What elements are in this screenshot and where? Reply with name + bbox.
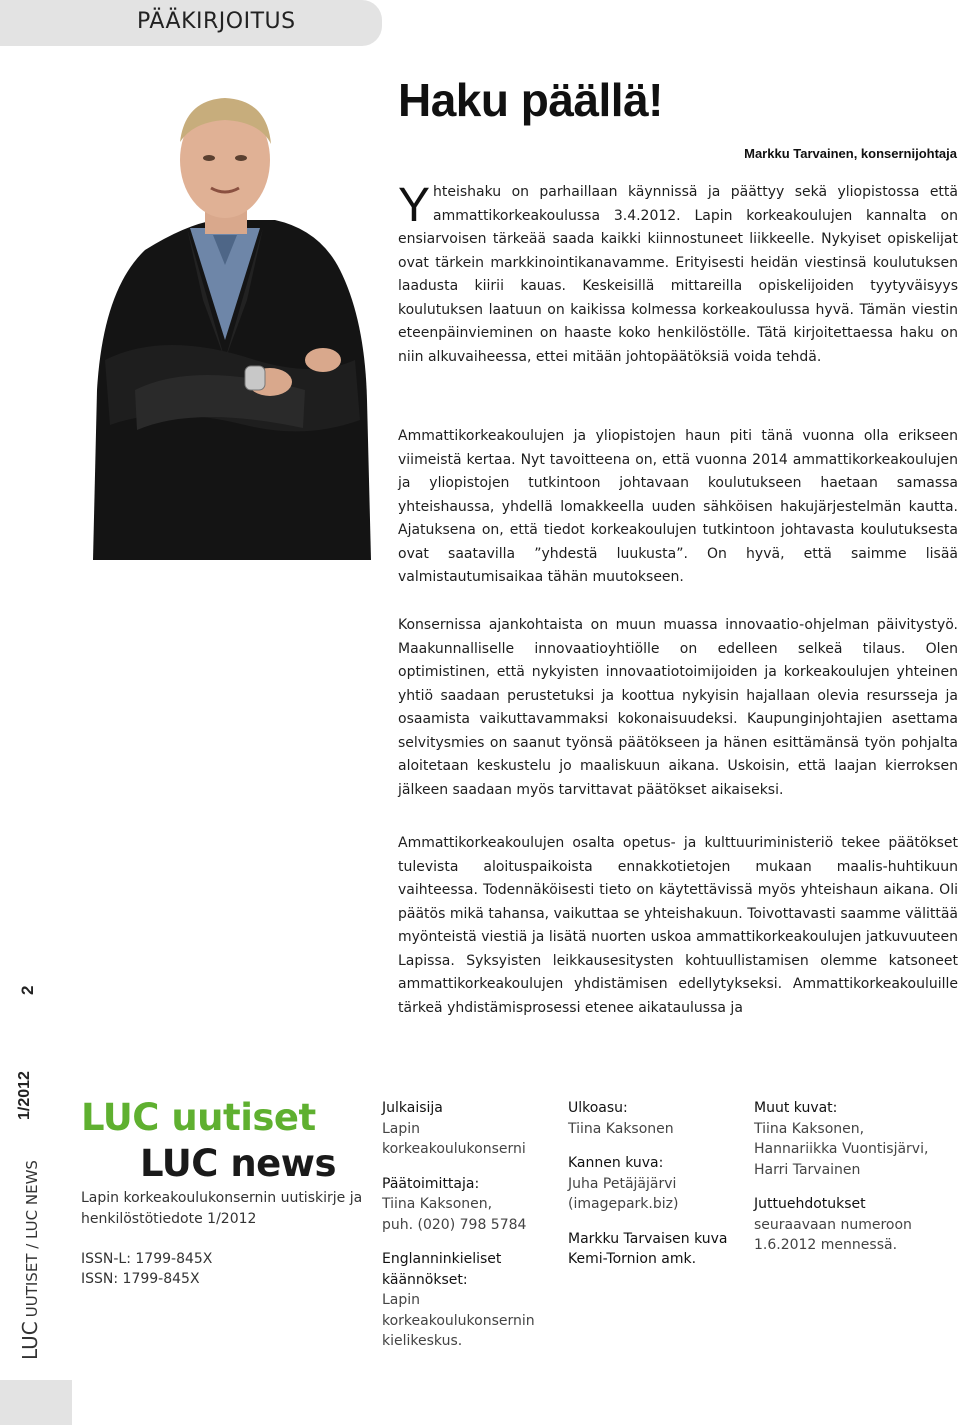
issue-number: 1/2012 [16, 1071, 33, 1120]
editor: Tiina Kaksonen, [382, 1196, 493, 1212]
author-byline: Markku Tarvainen, konsernijohtaja [744, 146, 957, 161]
colophon-column-3 [754, 1098, 934, 1256]
newsletter-subtitle: Lapin korkeakoulukonsernin uutiskirje ja henkilöstötiedote 1/2012 [81, 1190, 363, 1227]
layout-credit: Tiina Kaksonen [568, 1120, 674, 1137]
article-paragraph: Konsernissa ajankohtaista on muun muassa innovaatio-ohjelman päivitystyö. Maakunnalliselle innovaatioyhtiölle on edelleen selkeä tilaus. Olen optimistinen, että nykyisten innovaatiotoimijoiden ja korkeakoulujen yhteinen yhtiö saadaan perustetuksi ja koottua nykyisin hajallaan olevia resursseja ja osaamista vaikuttavammaksi kokonaisuudeksi. Kaupunginjohtajien asettama selvitysmies on saanut työnsä päätökseen ja hänen esittämänsä työn pohjalta aloitetaan keskustelu jo maaliskuun aikana. Uskoisin, että laajan kierroksen jälkeen saadaan myös tarvittavat päätökset aikaiseksi. [398, 617, 958, 798]
page-number: 2 [18, 985, 37, 995]
corner-block [0, 1380, 72, 1425]
issn-block [81, 1249, 212, 1289]
article-paragraph: Ammattikorkeakoulujen osalta opetus- ja kulttuuriministeriö tekee päätökset tulevista aloituspaikoista ennakkotietojen mukaan maalis-huhtikuun vaihteessa. Todennäköisesti tieto on käytettävissä myös yhteishaun aikana. Oli päätös mikä tahansa, vaikuttaa se yhteishakuun. Toivottavasti saamme välittää myönteistä viestiä ja lisätä nuorten uskoa ammattikorkeakoulujen jatkuvuuteen Lapissa. Syksyisten leikkausesitysten kohtuullistamisen olemme katsoneet ammattikorkeakoulujen yhdistämisen edellytykseksi. Ammattikorkeakouluille tärkeä yhdistämisprosessi etenee aikataulussa ja [398, 835, 958, 1016]
layout-label: Ulkoasu: [568, 1100, 628, 1116]
colophon-column-1 [382, 1098, 552, 1352]
issn: ISSN: 1799-845X [81, 1271, 200, 1287]
publisher-label: Julkaisija [382, 1100, 443, 1116]
issn-l: ISSN-L: 1799-845X [81, 1251, 213, 1267]
other-photos-credit: Tiina Kaksonen, Hannariikka Vuontisjärvi, Harri Tarvainen [754, 1120, 929, 1178]
other-photos-label: Muut kuvat: [754, 1100, 838, 1116]
article-paragraph: Yhteishaku on parhaillaan käynnissä ja päättyy sekä yliopistossa että ammattikorkeakoulussa 3.4.2012. Lapin korkeakoulujen kannalta on ensiarvoisen tärkeää saada kaikki kiinnostuneet liikkeelle. Nykyiset opiskelijat ovat tärkein markkinointikanavamme. Erityisesti heidän viestinsä koulutuksen laadusta kiirii kauas. Keskeisillä mittareilla opiskelijoiden tyytyväisyys koulutuksen laatuun on kaikissa kolmessa korkeakoulussa hyvä. Tämän viestin eteenpäinvieminen on haaste koko henkilöstölle. Tätä kirjoitettaessa haku on niin alkuvaiheessa, ettei mitään johtopäätöksiä voida tehdä. [398, 179, 958, 365]
editor-phone: puh. (020) 798 5784 [382, 1216, 527, 1233]
tips-label: Juttuehdotukset [754, 1196, 866, 1212]
tips-deadline: seuraavaan numeroon 1.6.2012 mennessä. [754, 1216, 912, 1253]
brand-luc: LUC [18, 1321, 42, 1360]
section-tab [0, 0, 382, 46]
article-title: Haku päällä! [398, 74, 663, 126]
section-label: PÄÄKIRJOITUS [137, 9, 296, 34]
drop-cap: Y [398, 179, 431, 232]
cover-credit: Juha Petäjäjärvi (imagepark.biz) [568, 1175, 679, 1212]
logo-luc-uutiset: LUC uutiset [81, 1096, 316, 1139]
translations: Lapin korkeakoulukonsernin kielikeskus. [382, 1292, 535, 1349]
colophon-column-2 [568, 1098, 738, 1270]
article-paragraph: Ammattikorkeakoulujen ja yliopistojen haun piti tänä vuonna olla erikseen viimeistä kertaa. Nyt tavoitteena on, että vuonna 2014 ammattikorkeakoulujen ja yliopistojen tutkintoon johtavaan koulutukseen haetaan samassa yhteishaussa, yhdellä lomakkeella uuden sähköisen hakujärjestelmän kautta. Ajatuksena on, että tiedot korkeakoulujen tutkintoon johtavasta koulutuksesta ovat saatavilla ”yhdestä luukusta”. On hyvä, että saimme lisää valmistautumisaikaa tähän muutokseen. [398, 428, 958, 585]
portrait-credit: Markku Tarvaisen kuva Kemi-Tornion amk. [568, 1230, 728, 1267]
author-photo [75, 60, 375, 560]
logo-luc-news: LUC news [140, 1142, 336, 1185]
vertical-brand [18, 1160, 42, 1360]
translations-label: Englanninkieliset käännökset: [382, 1251, 502, 1288]
brand-rest: UUTISET / LUC NEWS [23, 1160, 41, 1318]
publisher: Lapin korkeakoulukonserni [382, 1120, 526, 1157]
cover-label: Kannen kuva: [568, 1155, 664, 1171]
editor-label: Päätoimittaja: [382, 1175, 480, 1192]
